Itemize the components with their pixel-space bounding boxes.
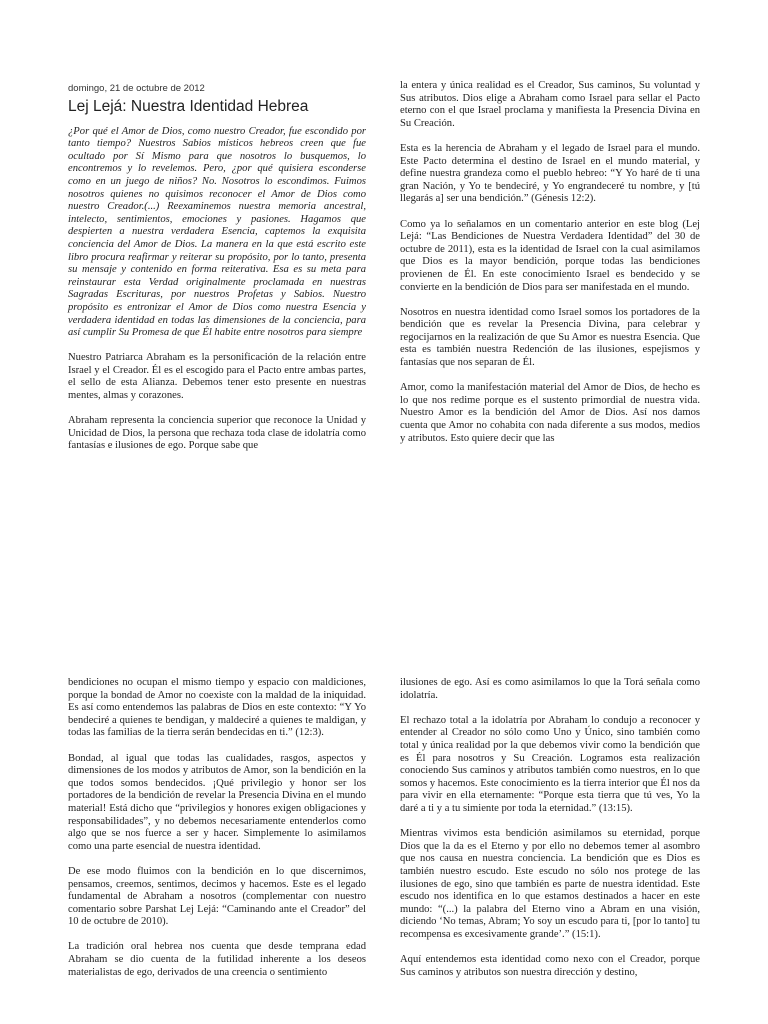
paragraph: Mientras vivimos esta bendición asimilamos su eternidad, porque Dios que la da es el Eterno y por ello no debemos temer al asombro que nos causa en nuestra conciencia. La bendición que es Dios es también nuestro escudo. Este escudo no sólo nos protege de las ilusiones de ego, sino que también es parte de nuestra identidad. Este escudo nos identifica en lo que estamos destinados a hacer en este mundo: “(...) la palabra del Eterno vino a Abram en una visión, diciendo ‘No temas, Abram; Yo soy un escudo para ti, [por lo tanto] tu recompensa es excesivamente grande’.” (15:1). [400,828,700,940]
paragraph: La tradición oral hebrea nos cuenta que desde temprana edad Abraham se dio cuenta de la futilidad inherente a los deseos materialistas de ego, derivados de una creencia o sentimiento [68,941,366,978]
paragraph: Aquí entendemos esta identidad como nexo con el Creador, porque Sus caminos y atributos son nuestra dirección y destino, [400,954,700,978]
intro-paragraph: ¿Por qué el Amor de Dios, como nuestro Creador, fue escondido por tanto tiempo? Nuestros Sabios místicos hebreos creen que fue ocultado por Sí Mismo para que nosotros lo busquemos, lo encontremos y lo revelemos. Pero, ¿por qué quisiera esconderse como en un juego de niños? No. Nosotros lo escondimos. Fuimos nosotros quienes no quisimos reconocer el Amor de Dios como nuestro Creador.(...) Reexaminemos nuestra memoria ancestral, intelecto, sentimientos, emociones y pasiones. Hagamos que despierten a nuestra verdadera Esencia, captemos la exquisita conciencia del Amor de Dios. La manera en la que está escrito este libro procura reafirmar y reiterar su propósito, por lo tanto, presenta su mensaje y contenido en forma reiterativa. Esa es su meta para reinstaurar esta Verdad originalmente proclamada en nuestras Sagradas Escrituras, por nuestros Profetas y Sabios. Nuestro propósito es entronizar el Amor de Dios como nuestra Esencia y verdadera identidad en todas las dimensiones de la conciencia, para así cumplir Su Promesa de que Él habite entre nosotros para siempre [68,125,366,339]
paragraph: Amor, como la manifestación material del Amor de Dios, de hecho es lo que nos redime porque es el sustento primordial de nuestra vida. Nuestro Amor es la bendición del Amor de Dios. Así nos damos cuenta que Amor no cohabita con nada diferente a sus modos, medios y atributos. Esto quiere decir que las [400,382,700,444]
paragraph: Esta es la herencia de Abraham y el legado de Israel para el mundo. Este Pacto determina el destino de Israel en el mundo material, y define nuestra grandeza como el pueblo hebreo: “Y Yo haré de ti una gran Nación, y Yo te bendeciré, y Yo engrandeceré tu nombre, y [tú llegarás a] ser una bendición.” (Génesis 12:2). [400,142,700,205]
paragraph: Bondad, al igual que todas las cualidades, rasgos, aspectos y dimensiones de los modos y atributos de Amor, son la bendición en la que todos somos bendecidos. ¡Qué privilegio y honor ser los portadores de la bendición de revelar la Presencia Divina en el mundo material! Está dicho que “privilegios y honores exigen obligaciones y responsabilidades”, y no debemos necesariamente entenderlos como algo que se nos fuerce a ser y hacer. Simplemente lo asimilamos como una parte esencial de nuestra identidad. [68,752,366,852]
document-page-2 [0,668,768,1024]
right-column [400,677,700,992]
paragraph: El rechazo total a la idolatría por Abraham lo condujo a reconocer y entender al Creador no sólo como Uno y Único, sino también como total y única realidad por la que debemos vivir como la bendición que es Él para nosotros y Su Creación. Logramos esta realización conociendo Sus caminos y atributos también como nuestros, en lo que somos y hacemos. Este conocimiento es la tierra interior que Él nos da para vivir en ella eternamente: “Porque esta tierra que tú ves, Yo la daré a ti y a tu simiente por toda la eternidad.” (13:15). [400,714,700,814]
right-column [400,80,700,458]
left-column [68,677,366,992]
page-gap [0,532,768,668]
paragraph: ilusiones de ego. Así es como asimilamos lo que la Torá señala como idolatría. [400,677,700,701]
post-title: Lej Lejá: Nuestra Identidad Hebrea [68,97,309,115]
left-column [68,83,366,466]
paragraph: Abraham representa la conciencia superior que reconoce la Unidad y Unicidad de Dios, la persona que rechaza toda clase de idolatría como fantasías e ilusiones de ego. Porque sabe que [68,415,366,452]
paragraph: Nosotros en nuestra identidad como Israel somos los portadores de la bendición que es revelar la Presencia Divina, para celebrar y regocijarnos en la realización de que Su Amor es nuestra Esencia. Que esta es también nuestra Redención de las ilusiones, espejismos y fantasías que nos separan de Él. [400,306,700,369]
paragraph: bendiciones no ocupan el mismo tiempo y espacio con maldiciones, porque la bondad de Amor no coexiste con la maldad de la iniquidad. Es así como entendemos las palabras de Dios en este contexto: “Y Yo bendeciré a quienes te bendigan, y maldeciré a quienes te maldigan, y todas las familias de la tierra serán bendecidas en ti.” (12:3). [68,677,366,739]
paragraph: De ese modo fluimos con la bendición en lo que discernimos, pensamos, creemos, sentimos, decimos y hacemos. Este es el legado fundamental de Abraham a nosotros (complementar con nuestro comentario sobre Parshat Lej Lejá: “Caminando ante el Creador” del 10 de octubre de 2010). [68,865,366,928]
paragraph: la entera y única realidad es el Creador, Sus caminos, Su voluntad y Sus atributos. Dios elige a Abraham como Israel para sellar el Pacto eterno con el que Israel proclama y manifiesta la Presencia Divina en Su Creación. [400,80,700,129]
paragraph: Nuestro Patriarca Abraham es la personificación de la relación entre Israel y el Creador. Él es el escogido para el Pacto entre ambas partes, el sello de esta Alianza. Debemos tener esto presente en nuestras mentes, almas y corazones. [68,352,366,402]
post-date: domingo, 21 de octubre de 2012 [68,83,205,94]
paragraph: Como ya lo señalamos en un comentario anterior en este blog (Lej Lejá: “Las Bendiciones de Nuestra Verdadera Identidad” del 30 de octubre de 2011), esta es la identidad de Israel con la cual asimilamos que Dios es la mayor bendición, porque todas las bendiciones provienen de Él. En este conocimiento Israel es bendecido y se convierte en la bendición de Dios para ser manifestada en el mundo. [400,218,700,293]
